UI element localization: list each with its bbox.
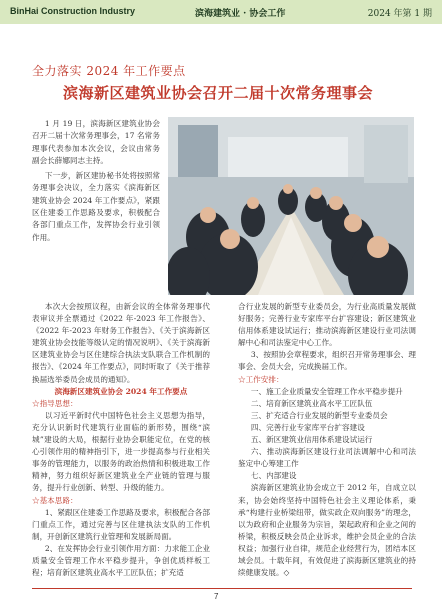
body-paragraph: 合行业发展的新型专业委员会，为行业高质量发展做好服务；完善行业专家库平台扩容建设；新区建筑业信用体系建设试运行；推动滨海新区建设行业司法调解中心和司法鉴定中心工作。 xyxy=(238,302,416,348)
list-item: 四、完善行业专家库平台扩容建设 xyxy=(250,422,365,432)
intro-column xyxy=(32,118,160,247)
footer-divider xyxy=(32,588,412,589)
meeting-photo-illustration xyxy=(168,117,414,295)
list-item: 六、推动滨海新区建设行业司法调解中心和司法鉴定中心筹建工作 xyxy=(238,447,416,469)
body-paragraph: 2、在发挥协会行业引领作用方面：力求能工企业质量安全管理工作水平稳步提升，争创优质样板工程；培育新区建筑业高水平工匠队伍；扩充适 xyxy=(32,543,210,578)
page-header xyxy=(0,0,442,24)
work-label: ☆工作安排： xyxy=(238,374,284,384)
body-paragraph: 以习近平新时代中国特色社会主义思想为指导，充分认识新时代建筑行业面临的新形势，围绕“滨城”建设的大局，根据行业协会职能定位，在党的核心引领作用的精神指引下，进一步提高参与行业相关事务的管理能力，以服务的政治热情和积极进取工作精神，努力组织好新区建筑业全产业链的管理与服务，提升行业创新、转型、升级的能力。 xyxy=(32,410,210,493)
page-number: 7 xyxy=(214,592,219,601)
basic-label: ☆基本思路： xyxy=(32,495,78,505)
article-headline: 滨海新区建筑业协会召开二届十次常务理事会 xyxy=(63,84,374,102)
article-kicker: 全力落实 2024 年工作要点 xyxy=(32,64,186,78)
body-paragraph: 滨海新区建筑业协会成立于 2012 年，自成立以来，协会始终坚持中国特色社会主义理论体系，秉承“构建行业桥梁纽带，做实政企双向服务”的理念，以为政府和企业服务为宗旨，架起政府和企业之间的桥梁，积极反映会员企业诉求，维护会员企业的合法权益；加强行业自律，规范企业经营行为，团结本区域会员。十载年间，有效促进了滨海新区建筑业的持续健康发展。◇ xyxy=(238,483,416,578)
list-item: 五、新区建筑业信用体系建设试运行 xyxy=(250,435,373,445)
list-item: 二、培育新区建筑业高水平工匠队伍 xyxy=(250,398,373,408)
right-text-column xyxy=(238,301,416,579)
issue-label: 2024 年第 1 期 xyxy=(367,9,432,19)
body-paragraph: 1、紧跟区住建委工作思路及要求，积极配合各部门重点工作，通过完善与区住建执法支队的工作机制，开创新区建筑行业管理和发展新局面。 xyxy=(32,507,210,541)
left-text-column xyxy=(32,301,210,579)
meeting-photo xyxy=(168,117,414,295)
intro-paragraph: 下一步，新区建协秘书处将按照常务理事会决议，全力落实《滨海新区建筑业协会 2024 年工作要点》，紧跟区住建委工作思路及要求，积极配合各部门重点工作，发挥协会行业引领作用。 xyxy=(32,171,160,242)
list-item: 一、施工企业质量安全管理工作水平稳步提升 xyxy=(250,386,403,396)
body-paragraph: 3、按照协会章程要求，组织召开常务理事会、理事会、会员大会，完成换届工作。 xyxy=(238,350,416,372)
list-item: 七、内部建设 xyxy=(250,471,297,481)
list-item: 三、扩充适合行业发展的新型专业委员会 xyxy=(250,410,388,420)
guide-label: ☆指导思想： xyxy=(32,398,78,408)
intro-paragraph: 1 月 19 日，滨海新区建筑业协会召开二届十次常务理事会，17 名常务理事代表参加本次会议，会议由常务副会长薛娜同志主持。 xyxy=(32,119,160,165)
section-name: 滨海建筑业 · 协会工作 xyxy=(195,9,286,19)
section-title: 滨海新区建筑业协会 2024 年工作要点 xyxy=(54,386,188,396)
body-paragraph: 本次大会按照议程，由新会议的全体常务理事代表审议并全票通过《2022 年-2023 年工作报告》、《2022 年-2023 年财务工作报告》、《关于滨海新区建筑业协会技能等级认定的情况说明》、《关于滨海新区建筑业协会与区住建综合执法支队联合工作机制的报告》、《2024 年工作要点》，同时听取了《关于推荐换届选举委员会成员的通知》。 xyxy=(32,302,210,384)
publication-name-en: BinHai Construction Industry xyxy=(10,6,136,16)
